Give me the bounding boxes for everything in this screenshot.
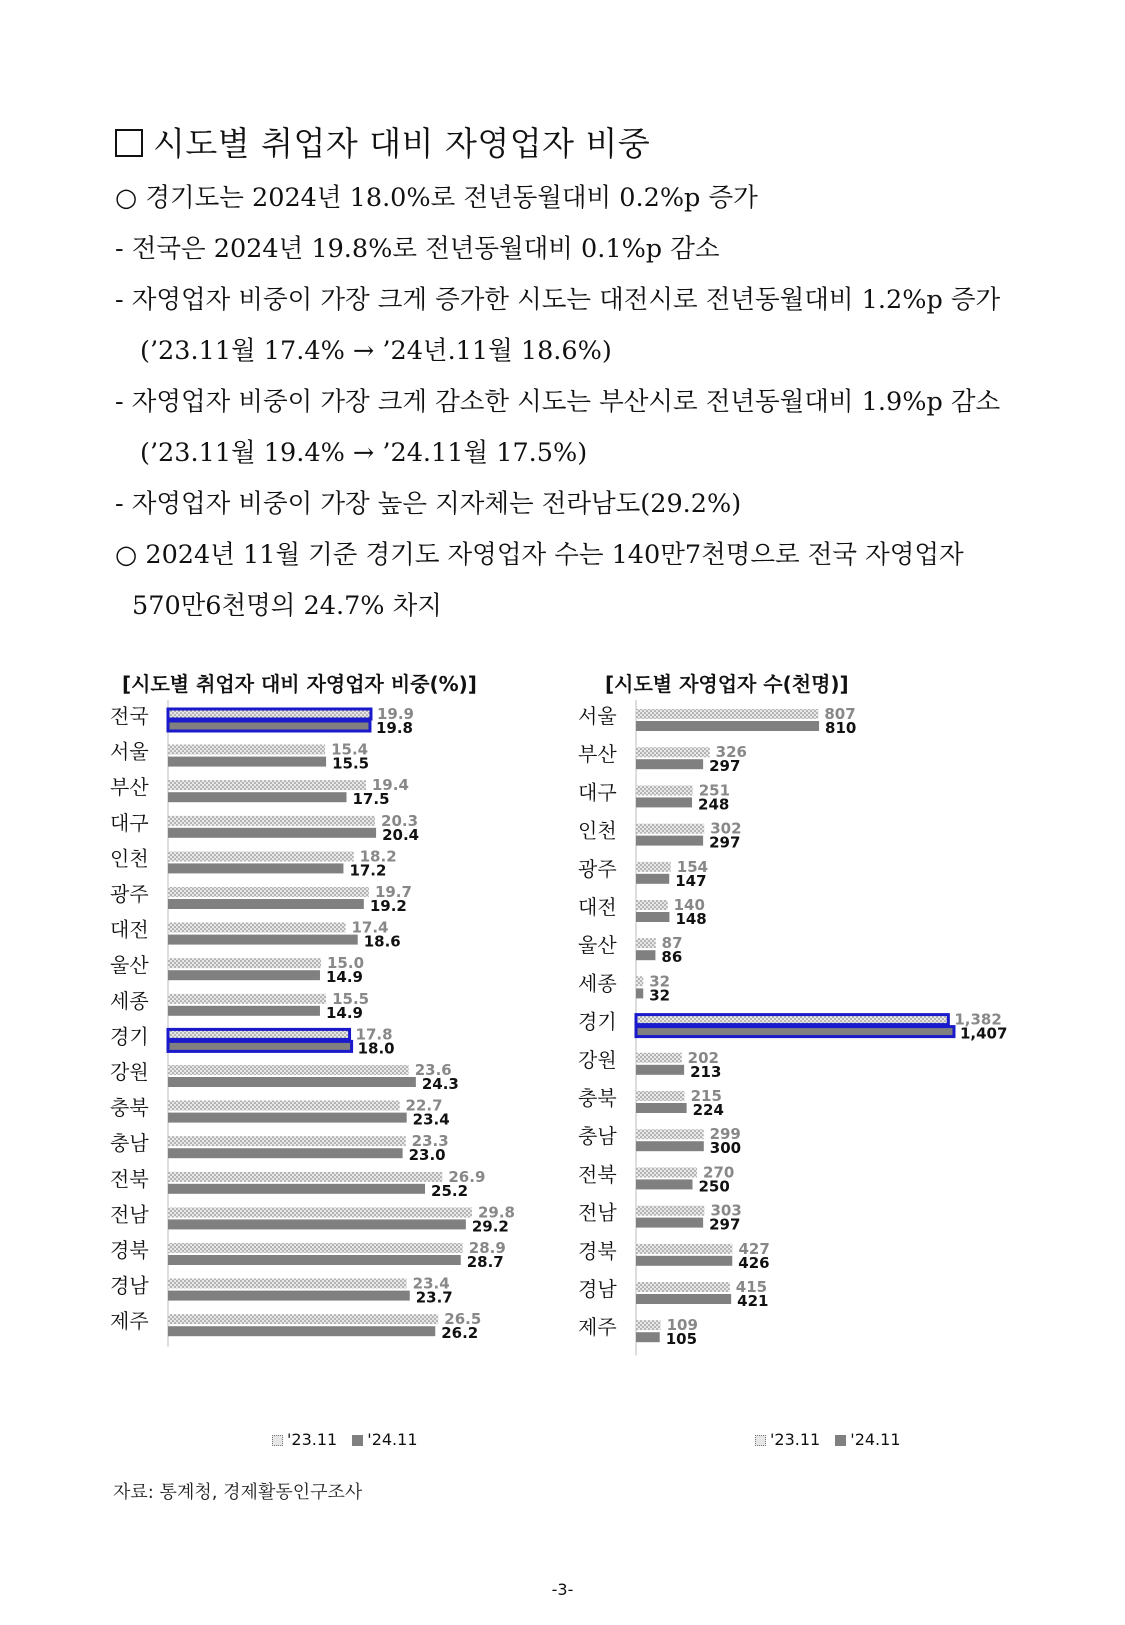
data-label-2024: 28.7 xyxy=(466,1253,504,1271)
data-label-2023: 1,382 xyxy=(954,1010,1002,1029)
bar-2023 xyxy=(168,958,321,968)
bar-2024 xyxy=(168,970,320,980)
bar-2024 xyxy=(168,935,358,945)
category-label: 광주 xyxy=(578,856,617,881)
data-label-2023: 17.4 xyxy=(351,918,389,937)
data-label-2023: 15.4 xyxy=(331,740,369,759)
legend-label-2023: '23.11 xyxy=(770,1430,821,1449)
legend-swatch-2023 xyxy=(272,1435,283,1446)
category-label: 대구 xyxy=(110,810,149,835)
data-label-2023: 28.9 xyxy=(468,1239,506,1257)
category-label: 대전 xyxy=(110,917,149,942)
data-label-2023: 140 xyxy=(673,896,705,914)
summary-line-2: - 전국은 2024년 19.8%로 전년동월대비 0.1%p 감소 xyxy=(115,234,720,264)
data-label-2024: 14.9 xyxy=(325,968,363,987)
chart-title-ratio: [시도별 취업자 대비 자영업자 비중(%)] xyxy=(122,672,477,696)
bar-2023 xyxy=(168,1029,350,1039)
category-label: 전북 xyxy=(110,1166,149,1191)
data-label-2024: 250 xyxy=(698,1177,730,1196)
data-label-2024: 19.8 xyxy=(375,719,413,737)
category-label: 제주 xyxy=(578,1315,617,1340)
data-label-2024: 24.3 xyxy=(421,1075,459,1093)
category-label: 충북 xyxy=(110,1095,149,1120)
category-label: 부산 xyxy=(110,775,149,800)
data-label-2024: 86 xyxy=(661,948,683,967)
bar-2023 xyxy=(636,1129,704,1139)
data-label-2024: 32 xyxy=(649,986,671,1005)
chart-title-count: [시도별 자영업자 수(천명)] xyxy=(605,672,849,696)
data-label-2024: 421 xyxy=(737,1292,769,1310)
bar-2023 xyxy=(636,824,704,834)
data-label-2024: 224 xyxy=(692,1101,724,1119)
summary-line-9: 570만6천명의 24.7% 차지 xyxy=(132,591,442,621)
bar-2023 xyxy=(636,938,656,948)
bar-2024 xyxy=(168,1255,461,1265)
category-label: 전국 xyxy=(110,704,149,728)
data-label-2024: 18.0 xyxy=(357,1039,395,1058)
category-label: 충남 xyxy=(110,1131,149,1156)
bar-2024 xyxy=(636,1179,693,1189)
page-number: -3- xyxy=(551,1580,574,1599)
chart-legend-ratio xyxy=(262,1430,418,1449)
category-label: 울산 xyxy=(578,933,617,958)
data-label-2024: 148 xyxy=(675,910,707,928)
data-label-2023: 23.3 xyxy=(411,1132,449,1151)
bar-2023 xyxy=(168,816,375,826)
data-label-2023: 302 xyxy=(710,819,742,838)
summary-line-5: - 자영업자 비중이 가장 크게 감소한 시도는 부산시로 전년동월대비 1.9%p 감소 xyxy=(115,387,1001,417)
bar-2023 xyxy=(168,780,366,790)
legend-label-2024: '24.11 xyxy=(367,1430,418,1449)
bar-2024 xyxy=(636,1218,703,1228)
bar-2024 xyxy=(636,988,643,998)
bar-2023 xyxy=(636,1282,730,1292)
category-label: 경기 xyxy=(578,1009,617,1034)
bar-2024 xyxy=(168,1077,416,1087)
data-label-2024: 213 xyxy=(690,1062,722,1081)
checkbox-square-icon xyxy=(115,129,143,157)
source-note: 자료: 통계청, 경제활동인구조사 xyxy=(113,1482,363,1503)
legend-swatch-2024 xyxy=(352,1435,363,1446)
bar-2024 xyxy=(168,792,347,802)
data-label-2023: 202 xyxy=(687,1048,719,1067)
data-label-2024: 23.7 xyxy=(415,1288,453,1307)
category-label: 경북 xyxy=(110,1238,149,1262)
category-label: 전남 xyxy=(578,1200,617,1225)
bar-2023 xyxy=(636,1091,685,1101)
bar-2023 xyxy=(168,1279,407,1289)
bar-2024 xyxy=(168,899,364,909)
bar-2023 xyxy=(168,1101,400,1111)
data-label-2024: 248 xyxy=(698,795,730,814)
bar-2023 xyxy=(636,1320,661,1330)
data-label-2023: 299 xyxy=(709,1125,741,1144)
bar-2024 xyxy=(168,1326,435,1336)
data-label-2024: 17.5 xyxy=(352,790,390,809)
category-label: 광주 xyxy=(110,882,149,906)
data-label-2023: 807 xyxy=(824,705,856,723)
bar-2024 xyxy=(168,721,370,731)
summary-line-1: ○ 경기도는 2024년 18.0%로 전년동월대비 0.2%p 증가 xyxy=(115,183,758,213)
bar-2024 xyxy=(636,1294,731,1304)
data-label-2024: 14.9 xyxy=(325,1003,363,1022)
count-bar-chart xyxy=(568,704,1038,1380)
data-label-2024: 20.4 xyxy=(382,825,420,844)
bar-2023 xyxy=(168,1172,442,1182)
bar-2024 xyxy=(636,950,655,960)
data-label-2023: 19.7 xyxy=(374,883,412,901)
category-label: 인천 xyxy=(578,818,617,843)
data-label-2024: 15.5 xyxy=(332,754,370,773)
bar-2024 xyxy=(636,1065,684,1075)
bar-2023 xyxy=(168,887,369,897)
bar-2023 xyxy=(168,709,371,719)
bar-2024 xyxy=(636,759,703,769)
data-label-2023: 23.4 xyxy=(412,1274,450,1293)
data-label-2023: 326 xyxy=(715,743,747,762)
data-label-2023: 251 xyxy=(698,781,731,800)
category-label: 경북 xyxy=(578,1238,617,1263)
data-label-2023: 17.8 xyxy=(355,1025,393,1044)
category-label: 강원 xyxy=(110,1060,149,1084)
category-label: 경기 xyxy=(110,1024,149,1049)
bar-2024 xyxy=(168,1041,352,1051)
data-label-2023: 415 xyxy=(735,1278,768,1296)
bar-2023 xyxy=(168,1207,472,1217)
data-label-2023: 427 xyxy=(738,1239,770,1258)
data-label-2024: 810 xyxy=(825,719,857,737)
bar-2024 xyxy=(636,1103,687,1113)
legend-label-2023: '23.11 xyxy=(287,1430,338,1449)
data-label-2023: 29.8 xyxy=(477,1203,515,1222)
summary-line-7: - 자영업자 비중이 가장 높은 지자체는 전라남도(29.2%) xyxy=(115,489,742,519)
legend-swatch-2023 xyxy=(755,1435,766,1446)
legend-swatch-2024 xyxy=(835,1435,846,1446)
data-label-2024: 17.2 xyxy=(349,861,387,880)
data-label-2024: 19.2 xyxy=(369,897,407,915)
bar-2024 xyxy=(168,1291,410,1301)
category-label: 경남 xyxy=(110,1273,149,1298)
data-label-2023: 303 xyxy=(710,1201,742,1220)
bar-2023 xyxy=(168,1314,438,1324)
category-label: 대전 xyxy=(578,895,617,919)
data-label-2023: 270 xyxy=(703,1163,735,1182)
bar-2023 xyxy=(636,1167,697,1177)
data-label-2024: 297 xyxy=(709,833,741,852)
chart-legend-count xyxy=(745,1430,901,1449)
summary-line-3: - 자영업자 비중이 가장 크게 증가한 시도는 대전시로 전년동월대비 1.2%p 증가 xyxy=(115,285,1001,315)
bar-2023 xyxy=(636,1206,704,1216)
data-label-2024: 297 xyxy=(709,757,741,776)
data-label-2023: 26.5 xyxy=(444,1310,482,1329)
bar-2023 xyxy=(168,923,345,933)
bar-2023 xyxy=(636,900,668,910)
section-heading-text: 시도별 취업자 대비 자영업자 비중 xyxy=(153,124,651,163)
bar-2023 xyxy=(636,976,643,986)
section-heading xyxy=(115,118,650,165)
legend-label-2024: '24.11 xyxy=(850,1430,901,1449)
data-label-2023: 87 xyxy=(661,934,683,953)
bar-2024 xyxy=(168,828,376,838)
category-label: 강원 xyxy=(578,1047,617,1072)
data-label-2023: 22.7 xyxy=(405,1096,443,1115)
data-label-2024: 105 xyxy=(665,1330,698,1349)
category-label: 경남 xyxy=(578,1277,617,1301)
data-label-2023: 26.9 xyxy=(448,1167,486,1186)
category-label: 서울 xyxy=(578,704,617,728)
data-label-2024: 297 xyxy=(709,1215,741,1234)
data-label-2024: 23.4 xyxy=(412,1110,450,1129)
category-label: 대구 xyxy=(578,780,617,805)
bar-2023 xyxy=(168,745,325,755)
data-label-2023: 20.3 xyxy=(381,811,419,830)
bar-2023 xyxy=(636,1053,682,1063)
category-label: 세종 xyxy=(110,988,149,1013)
data-label-2024: 25.2 xyxy=(431,1181,469,1200)
category-label: 세종 xyxy=(578,971,617,996)
bar-2024 xyxy=(168,1184,425,1194)
category-label: 전남 xyxy=(110,1202,149,1227)
data-label-2023: 32 xyxy=(649,972,671,991)
category-label: 충남 xyxy=(578,1124,617,1149)
bar-2024 xyxy=(636,1027,954,1037)
data-label-2023: 215 xyxy=(690,1087,722,1105)
bar-2024 xyxy=(636,1256,732,1266)
bar-2024 xyxy=(636,1332,660,1342)
ratio-bar-chart xyxy=(100,704,570,1380)
data-label-2024: 1,407 xyxy=(959,1024,1008,1043)
data-label-2023: 154 xyxy=(676,857,709,876)
bar-2023 xyxy=(168,994,326,1004)
bar-2024 xyxy=(636,912,669,922)
bar-2023 xyxy=(168,851,354,861)
summary-line-8: ○ 2024년 11월 기준 경기도 자영업자 수는 140만7천명으로 전국 자영업자 xyxy=(115,540,964,570)
bar-2024 xyxy=(168,1219,466,1229)
bar-2023 xyxy=(636,1015,948,1025)
bar-2024 xyxy=(168,863,343,873)
category-label: 서울 xyxy=(110,739,149,764)
category-label: 인천 xyxy=(110,846,149,871)
bar-2024 xyxy=(168,1148,403,1158)
data-label-2024: 300 xyxy=(709,1139,742,1158)
data-label-2023: 109 xyxy=(666,1316,698,1335)
bar-2023 xyxy=(168,1136,406,1146)
bar-2023 xyxy=(636,747,710,757)
bar-2023 xyxy=(168,1243,463,1253)
bar-2024 xyxy=(168,1113,407,1123)
bar-2024 xyxy=(636,797,692,807)
bar-2024 xyxy=(636,721,819,731)
summary-line-6: (’23.11월 19.4% → ’24.11월 17.5%) xyxy=(140,438,588,468)
bar-2024 xyxy=(636,874,669,884)
bar-2023 xyxy=(636,709,818,719)
bar-2024 xyxy=(636,1141,704,1151)
category-label: 충북 xyxy=(578,1086,617,1110)
bar-2024 xyxy=(636,836,703,846)
data-label-2023: 23.6 xyxy=(414,1061,452,1079)
summary-line-4: (’23.11월 17.4% → ’24년.11월 18.6%) xyxy=(140,336,612,366)
data-label-2023: 19.9 xyxy=(376,705,414,723)
bar-2024 xyxy=(168,1006,320,1016)
data-label-2023: 15.0 xyxy=(327,954,365,973)
data-label-2023: 19.4 xyxy=(371,776,409,795)
bar-2023 xyxy=(636,785,693,795)
bar-2023 xyxy=(168,1065,409,1075)
category-label: 울산 xyxy=(110,953,149,978)
data-label-2024: 26.2 xyxy=(441,1324,479,1343)
data-label-2023: 15.5 xyxy=(332,989,370,1008)
data-label-2024: 426 xyxy=(738,1253,770,1272)
bar-2023 xyxy=(636,1244,733,1254)
data-label-2023: 18.2 xyxy=(359,847,397,866)
category-label: 제주 xyxy=(110,1309,149,1334)
bar-2023 xyxy=(636,862,671,872)
data-label-2024: 23.0 xyxy=(408,1146,446,1165)
category-label: 전북 xyxy=(578,1162,617,1187)
data-label-2024: 147 xyxy=(675,871,707,890)
data-label-2024: 18.6 xyxy=(363,932,401,951)
data-label-2024: 29.2 xyxy=(471,1217,509,1236)
category-label: 부산 xyxy=(578,742,617,767)
bar-2024 xyxy=(168,757,326,767)
